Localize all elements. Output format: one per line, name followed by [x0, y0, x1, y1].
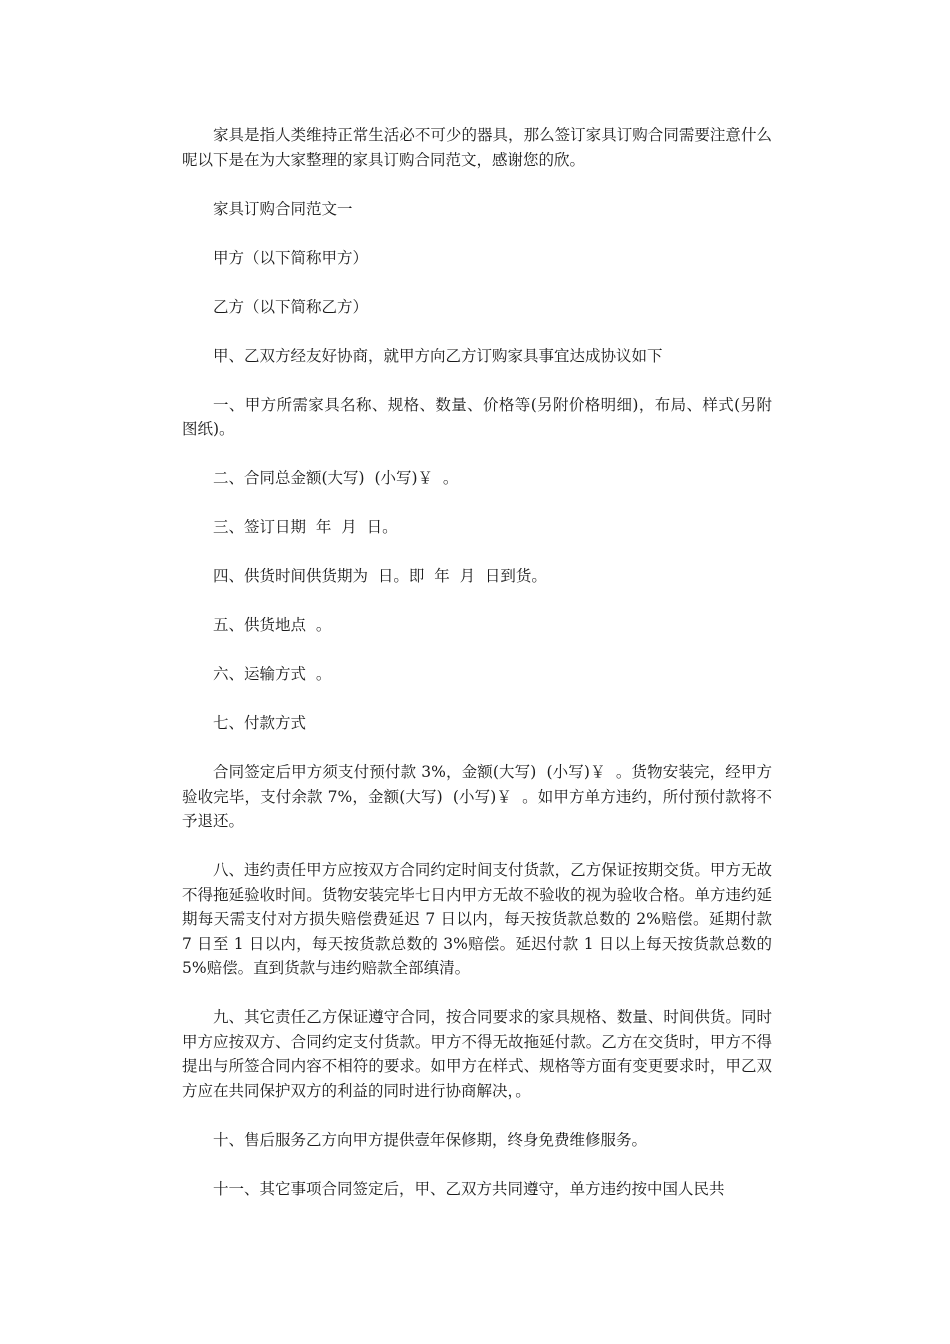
document-page: [182, 123, 777, 1226]
clause-6: 六、运输方式 。: [213, 665, 332, 683]
agreement-preamble: 甲、乙双方经友好协商，就甲方向乙方订购家具事宜达成协议如下: [213, 346, 663, 365]
clause-7: 七、付款方式: [213, 714, 307, 732]
clause-10: 十、售后服务乙方向甲方提供壹年保修期，终身免费维修服务。: [213, 1130, 648, 1149]
party-b-line: 乙方（以下简称乙方）: [213, 297, 369, 316]
clause-3: 三、签订日期 年 月 日。: [213, 518, 398, 536]
clause-4: 四、供货时间供货期为 日。即 年 月 日到货。: [213, 567, 547, 585]
party-a-line: 甲方（以下简称甲方）: [213, 248, 369, 267]
clause-11: 十一、其它事项合同签定后，甲、乙双方共同遵守，单方违约按中国人民共: [213, 1179, 725, 1198]
clause-2: 二、合同总金额(大写) (小写)￥ 。: [213, 469, 459, 487]
clause-9: 九、其它责任乙方保证遵守合同，按合同要求的家具规格、数量、时间供货。同时甲方应按双方、合同约定支付货款。甲方不得无故拖延付款。乙方在交货时，甲方不得提出与所签合同内容不相符的要求。如甲方在样式、规格等方面有变更要求时，甲乙双方应在共同保护双方的利益的同时进行协商解决，。: [182, 1008, 772, 1100]
clause-5: 五、供货地点 。: [213, 616, 332, 634]
clause-1: 一、甲方所需家具名称、规格、数量、价格等(另附价格明细)，布局、样式(另附图纸)。: [182, 395, 772, 438]
clause-8: 八、违约责任甲方应按双方合同约定时间支付货款，乙方保证按期交货。甲方无故不得拖延验收时间。货物安装完毕七日内甲方无故不验收的视为验收合格。单方违约延期每天需支付对方损失赔偿费延迟 7 日以内，每天按货款总数的 2%赔偿。延期付款 7 日至 1 日以内，每天按货款总数的 3%赔偿。延迟付款 1 日以上每天按货款总数的 5%赔偿。直到货款与违约赔款全部缜清。: [182, 861, 777, 977]
clause-7-payment-details: 合同签定后甲方须支付预付款 3%，金额(大写) (小写)￥ 。货物安装完，经甲方验收完毕，支付余款 7%，金额(大写) (小写)￥ 。如甲方单方违约，所付预付款将不予退还。: [182, 763, 772, 830]
intro-paragraph: 家具是指人类维持正常生活必不可少的器具，那么签订家具订购合同需要注意什么呢以下是在为大家整理的家具订购合同范文，感谢您的欣。: [182, 126, 772, 169]
contract-title: 家具订购合同范文一: [213, 199, 353, 218]
